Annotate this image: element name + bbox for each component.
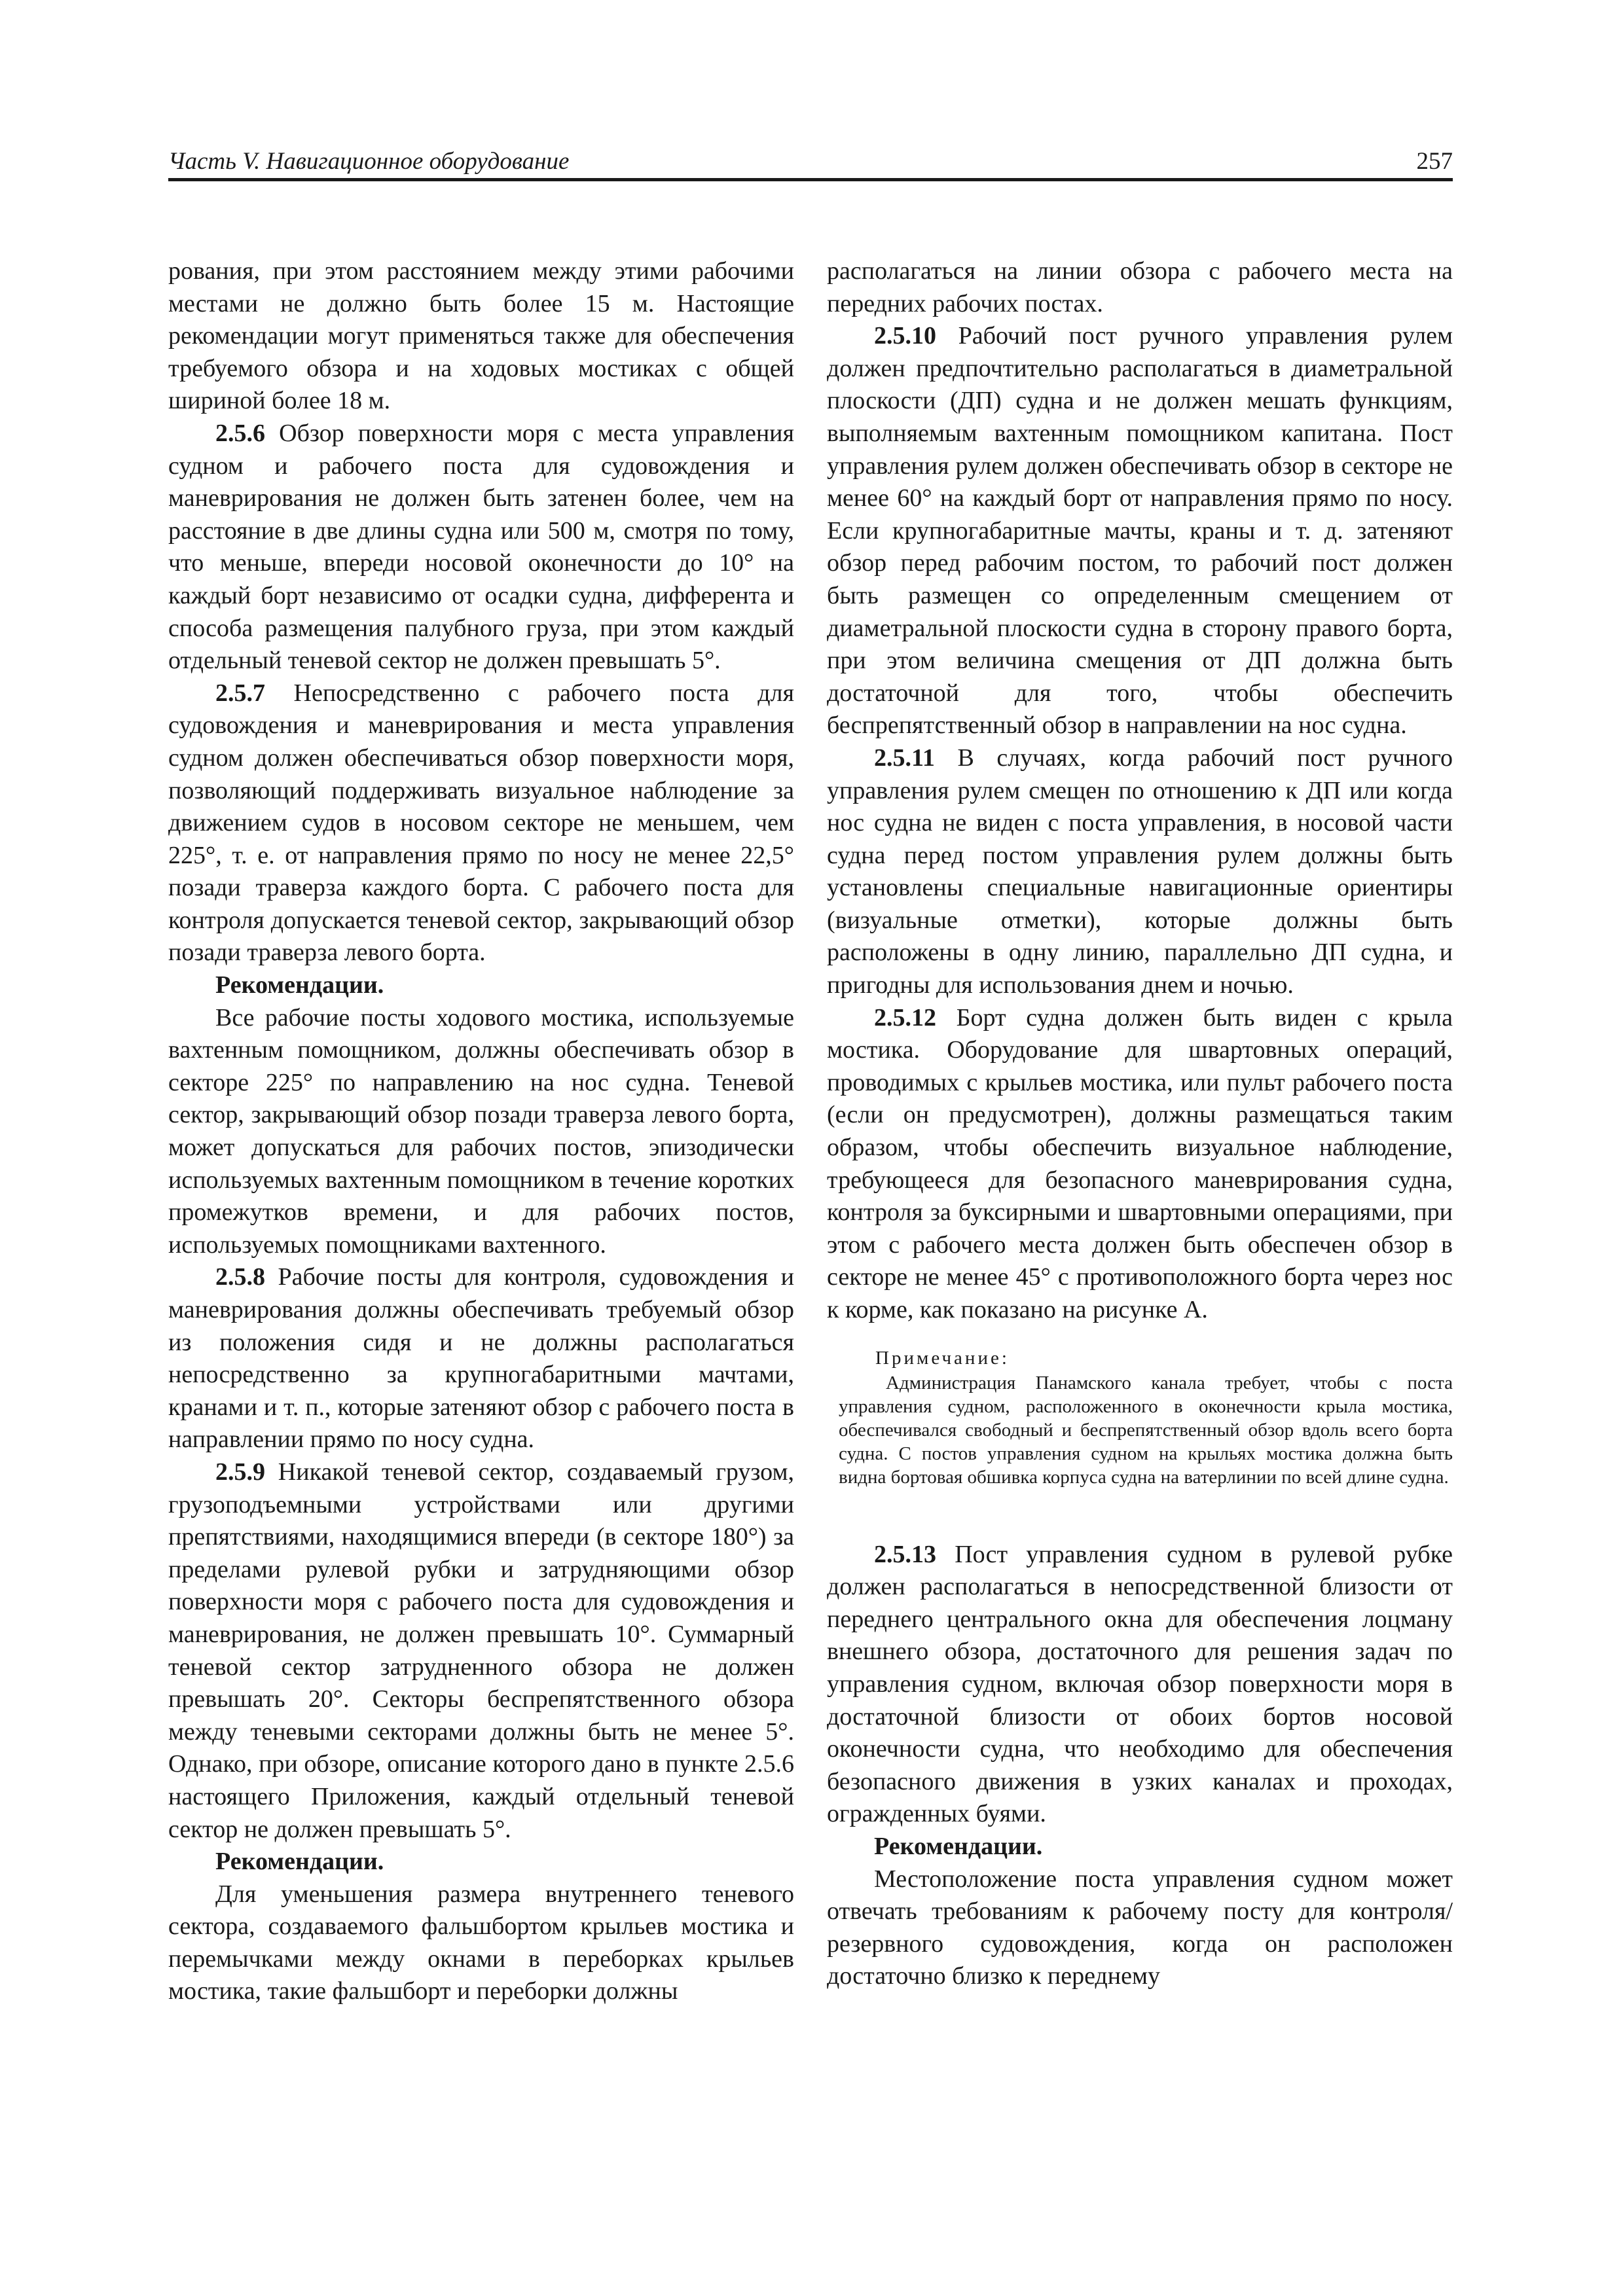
clause-text: Обзор поверхности моря с места управления судном и рабочего поста для судовождения и маневрирования не должен быть затенен более, чем на расстояние в две длины судна или 500 м, смотря по тому, что меньше, впереди носовой оконечности до 10° на каждый борт независимо от осадки судна, дифферента и способа размещения палубного груза, при этом каждый отдельный теневой сектор не должен превышать 5°.: [168, 419, 794, 675]
clause-number: 2.5.8: [215, 1263, 265, 1291]
clause-text: Борт судна должен быть виден с крыла мостика. Оборудование для швартовных операций, проводимых с крыльев мостика, или пульт рабочего поста (если он предусмотрен), должны размещаться таким образом, чтобы обеспечить визуальное наблюдение, требующееся для безопасного маневрирования судна, контроля за буксирными и швартовными операциями, при этом с рабочего места должен быть обеспечен обзор в секторе не менее 45° с противоположного борта через нос к корме, как показано на рисунке А.: [827, 1003, 1453, 1323]
clause-2-5-8: [168, 1261, 794, 1456]
note-text: Администрация Панамского канала требует, чтобы с поста управления судном, расположенного в оконечности крыла мостика, обеспечивался свободный и беспрепятственный обзор вдоль всего борта судна. С постов управления судном на крыльях мостика должна быть видна бортовая обшивка корпуса судна на ватерлинии по всей длине судна.: [839, 1372, 1453, 1488]
page-number: 257: [1416, 148, 1453, 175]
clause-2-5-11: [827, 742, 1453, 1002]
recommendations-text: Местоположение поста управления судном может отвечать требованиям к рабочему посту для контроля/резервного судовождения, когда он расположен достаточно близко к переднему: [827, 1865, 1453, 1990]
clause-2-5-7: [168, 677, 794, 969]
clause-text: Непосредственно с рабочего поста для судовождения и маневрирования и места управления судном должен обеспечиваться обзор поверхности моря, позволяющий поддерживать визуальное наблюдение за движением судов в носовом секторе не меньшем, чем 225°, т. е. от направления прямо по носу не менее 22,5° позади траверза каждого борта. С рабочего поста для контроля допускается теневой сектор, закрывающий обзор позади траверза левого борта.: [168, 679, 794, 967]
clause-text: Никакой теневой сектор, создаваемый грузом, грузоподъемными устройствами или другими препятствиями, находящимися впереди (в секторе 180°) за пределами рулевой рубки и затрудняющими обзор поверхности моря с рабочего поста для судовождения и маневрирования, не должен превышать 10°. Суммарный теневой сектор затрудненного обзора не должен превышать 20°. Секторы беспрепятственного обзора между теневыми секторами должны быть не менее 5°. Однако, при обзоре, описание которого дано в пункте 2.5.6 настоящего Приложения, каждый отдельный теневой сектор не должен превышать 5°.: [168, 1458, 794, 1843]
clause-2-5-9: [168, 1456, 794, 1846]
recommendations-text: Для уменьшения размера внутреннего теневого сектора, создаваемого фальшбортом крыльев мостика и перемычками между окнами в переборках крыльев мостика, такие фальшборт и переборки должны: [168, 1880, 794, 2005]
recommendations-heading: Рекомендации.: [874, 1832, 1043, 1860]
header-rule: [168, 178, 1453, 181]
clause-number: 2.5.13: [874, 1540, 936, 1568]
clause-number: 2.5.9: [215, 1458, 265, 1486]
clause-text: В случаях, когда рабочий пост ручного управления рулем смещен по отношению к ДП или когда нос судна не виден с поста управления, в носовой части судна перед постом управления рулем должны быть установлены специальные навигационные ориентиры (визуальные отметки), которые должны быть расположены в одну линию, параллельно ДП судна, и пригодны для использования днем и ночью.: [827, 744, 1453, 999]
clause-number: 2.5.7: [215, 679, 265, 707]
clause-number: 2.5.12: [874, 1003, 936, 1031]
clause-number: 2.5.11: [874, 744, 935, 772]
header-title: Часть V. Навигационное оборудование: [168, 148, 570, 175]
clause-number: 2.5.6: [215, 419, 265, 447]
clause-2-5-6: [168, 418, 794, 677]
right-column: [827, 255, 1453, 1993]
clause-text: Пост управления судном в рулевой рубке должен располагаться в непосредственной близости от переднего центрального окна для обеспечения лоцману внешнего обзора, достаточного для решения задач по управления судном, включая обзор поверхности моря в достаточной близости от обоих бортов носовой оконечности судна, что необходимо для обеспечения безопасного движения в узких каналах и проходах, огражденных буями.: [827, 1540, 1453, 1828]
note-block: [827, 1346, 1453, 1489]
clause-text: Рабочий пост ручного управления рулем должен предпочтительно располагаться в диаметральной плоскости (ДП) судна и не должен мешать функциям, выполняемым вахтенным помощником капитана. Пост управления рулем должен обеспечивать обзор в секторе не менее 60° на каждый борт от направления прямо по носу. Если крупногабаритные мачты, краны и т. д. затеняют обзор перед рабочим постом, то рабочий пост должен быть размещен со определенным смещением от диаметральной плоскости судна в сторону правого борта, при этом величина смещения от ДП должна быть достаточной для того, чтобы обеспечить беспрепятственный обзор в направлении на нос судна.: [827, 322, 1453, 740]
clause-2-5-13: [827, 1539, 1453, 1831]
recommendations-heading: Рекомендации.: [215, 1848, 384, 1876]
clause-2-5-10: [827, 320, 1453, 742]
note-label: Примечание:: [875, 1347, 1010, 1369]
running-header: [168, 145, 1453, 178]
recommendations-heading: Рекомендации.: [215, 971, 384, 999]
recommendations-text: Все рабочие посты ходового мостика, используемые вахтенным помощником, должны обеспечивать обзор в секторе 225° по направлению на нос судна. Теневой сектор, закрывающий обзор позади траверза левого борта, может допускаться для рабочих постов, эпизодически используемых вахтенным помощником в течение коротких промежутков времени, и для рабочих постов, используемых помощниками вахтенного.: [168, 1003, 794, 1259]
continued-paragraph: рования, при этом расстоянием между этими рабочими местами не должно быть более 15 м. Настоящие рекомендации могут применяться также для обеспечения требуемого обзора и на ходовых мостиках с общей шириной более 18 м.: [168, 257, 794, 415]
clause-text: Рабочие посты для контроля, судовождения и маневрирования должны обеспечивать требуемый обзор из положения сидя и не должны располагаться непосредственно за крупногабаритными мачтами, кранами и т. п., которые затеняют обзор с рабочего поста в направлении прямо по носу судна.: [168, 1263, 794, 1454]
spacer: [827, 1489, 1453, 1539]
clause-2-5-12: [827, 1002, 1453, 1327]
continued-paragraph: располагаться на линии обзора с рабочего места на передних рабочих постах.: [827, 257, 1453, 317]
left-column: [168, 255, 794, 2008]
clause-number: 2.5.10: [874, 322, 936, 350]
